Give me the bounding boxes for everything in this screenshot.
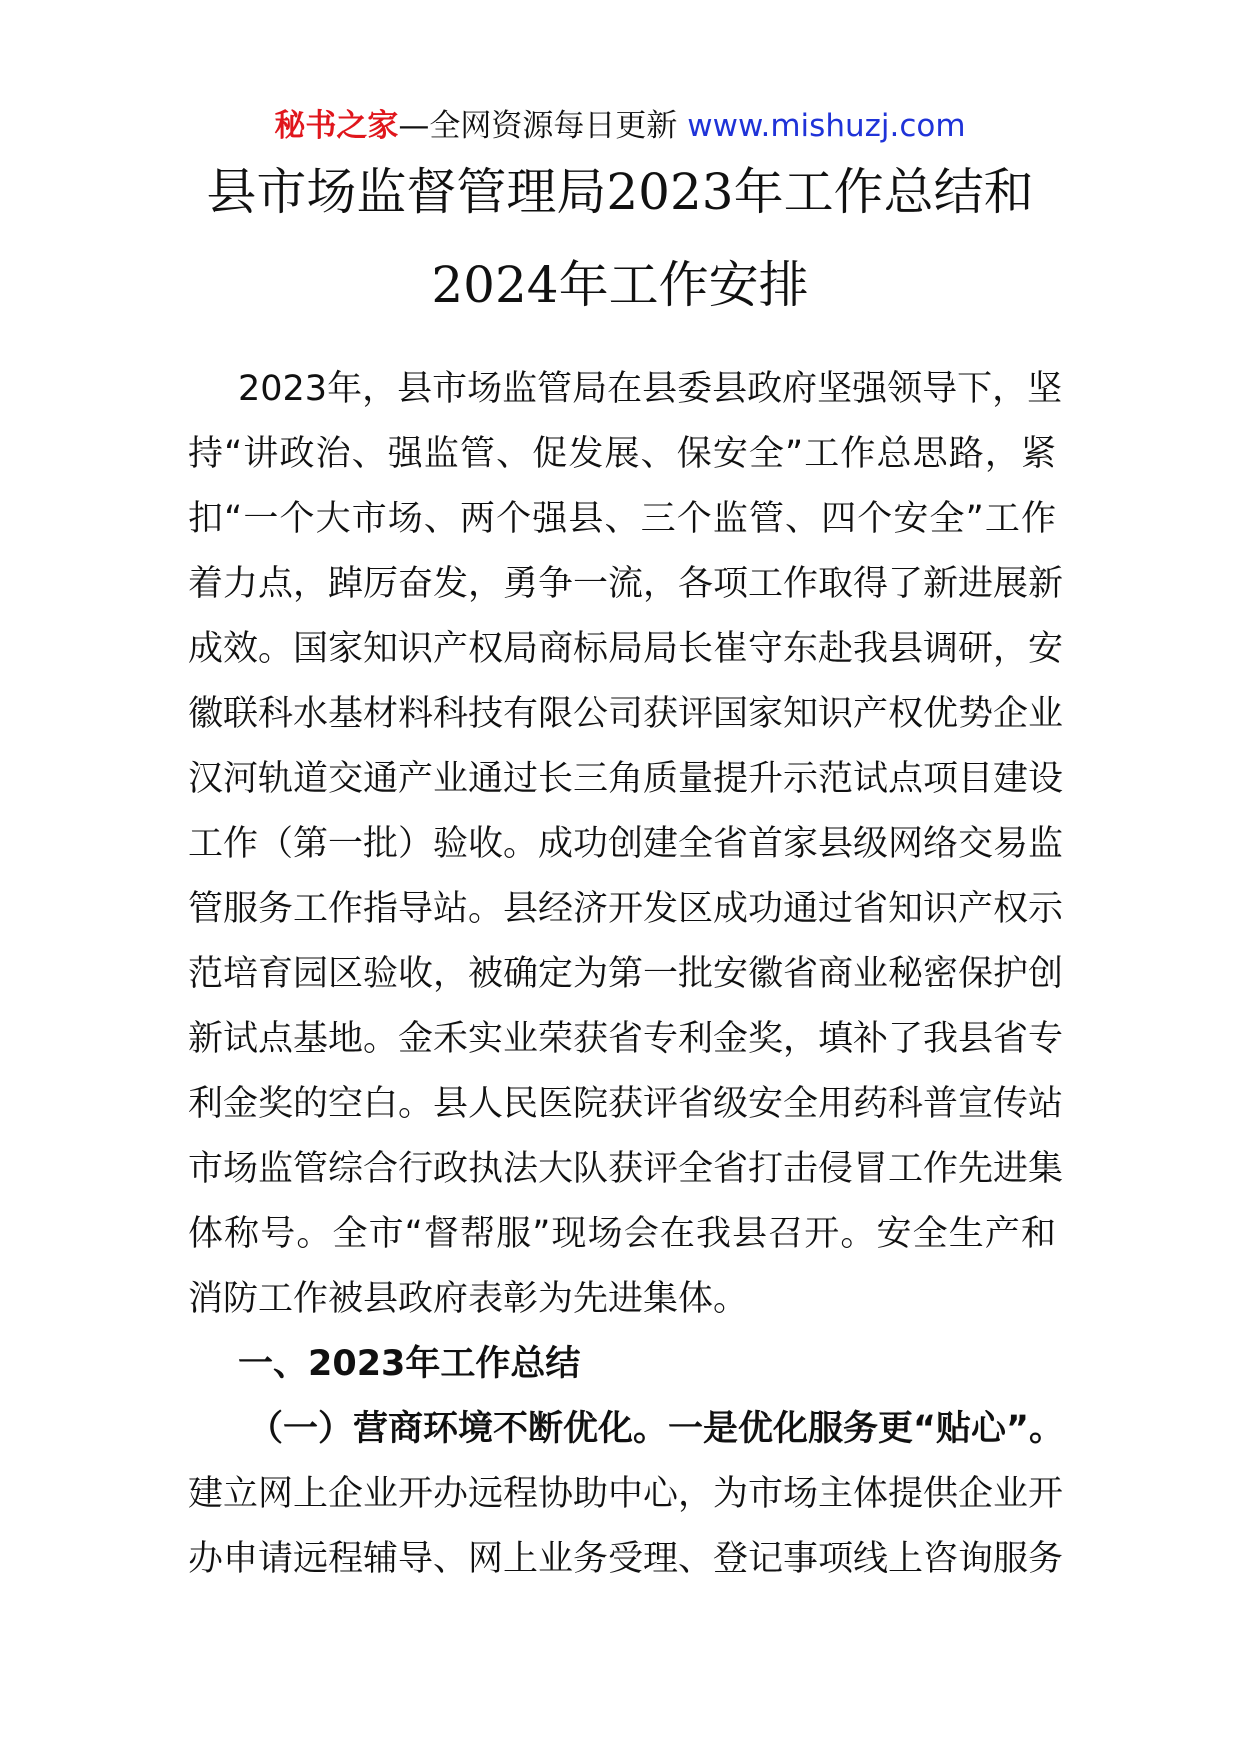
watermark-url: www.mishuzj.com bbox=[687, 108, 966, 144]
document-title-line-2: 2024年工作安排 bbox=[431, 256, 809, 314]
intro-paragraph-line: 利金奖的空白。县人民医院获评省级安全用药科普宣传站 bbox=[188, 1084, 1064, 1124]
intro-paragraph-line: 管服务工作指导站。县经济开发区成功通过省知识产权示 bbox=[188, 889, 1064, 929]
intro-paragraph-line: 汉河轨道交通产业通过长三角质量提升示范试点项目建设 bbox=[188, 759, 1064, 799]
intro-paragraph-line: 扣“一个大市场、两个强县、三个监管、四个安全”工作 bbox=[188, 499, 1056, 539]
intro-paragraph-line: 工作（第一批）验收。成功创建全省首家县级网络交易监 bbox=[188, 824, 1064, 864]
watermark-banner bbox=[0, 104, 1240, 148]
intro-paragraph-line: 消防工作被县政府表彰为先进集体。 bbox=[188, 1279, 749, 1319]
intro-paragraph-line: 2023年，县市场监管局在县委县政府坚强领导下，坚 bbox=[238, 369, 1063, 409]
intro-paragraph-line: 市场监管综合行政执法大队获评全省打击侵冒工作先进集 bbox=[188, 1149, 1064, 1189]
intro-paragraph-line: 着力点，踔厉奋发，勇争一流，各项工作取得了新进展新 bbox=[188, 564, 1064, 604]
intro-paragraph-line: 新试点基地。金禾实业荣获省专利金奖，填补了我县省专 bbox=[188, 1019, 1064, 1059]
watermark-tagline: —全网资源每日更新 bbox=[398, 108, 688, 144]
document-title-line-1: 县市场监督管理局2023年工作总结和 bbox=[206, 163, 1034, 221]
section-heading: 一、2023年工作总结 bbox=[238, 1344, 581, 1384]
intro-paragraph-line: 徽联科水基材料科技有限公司获评国家知识产权优势企业 bbox=[188, 694, 1064, 734]
intro-paragraph-line: 范培育园区验收，被确定为第一批安徽省商业秘密保护创 bbox=[188, 954, 1064, 994]
document-body bbox=[188, 357, 1065, 1592]
subsection-heading: （一）营商环境不断优化。一是优化服务更“贴心”。 bbox=[248, 1409, 1065, 1449]
section-paragraph-line: 办申请远程辅导、网上业务受理、登记事项线上咨询服务 bbox=[188, 1539, 1064, 1579]
watermark-brand: 秘书之家 bbox=[274, 108, 399, 144]
intro-paragraph-line: 体称号。全市“督帮服”现场会在我县召开。安全生产和 bbox=[188, 1214, 1056, 1254]
intro-paragraph-line: 成效。国家知识产权局商标局局长崔守东赴我县调研，安 bbox=[188, 629, 1064, 669]
section-paragraph-line: 建立网上企业开办远程协助中心，为市场主体提供企业开 bbox=[188, 1474, 1064, 1514]
intro-paragraph-line: 持“讲政治、强监管、促发展、保安全”工作总思路，紧 bbox=[188, 434, 1056, 474]
